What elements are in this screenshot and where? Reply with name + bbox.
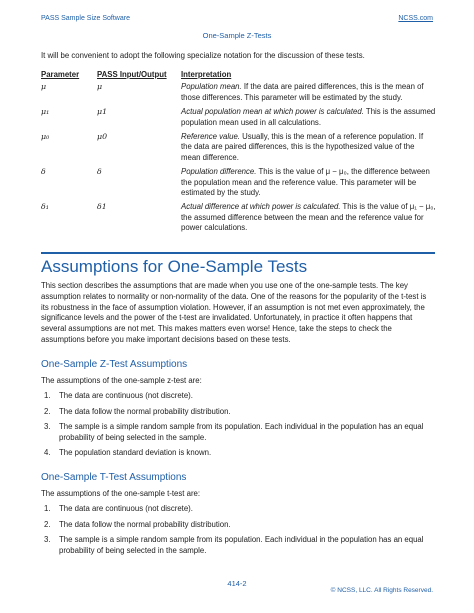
list-item: 3. The sample is a simple random sample from its population. Each individual in the population has an equal probability of being selected in the sample.	[44, 535, 424, 555]
header-software-name: PASS Sample Size Software	[41, 15, 130, 22]
list-item: 1. The data are continuous (not discrete).	[44, 504, 193, 513]
header-pass-io: PASS Input/Output	[97, 70, 167, 79]
parameter-interpretation: Reference value. Usually, this is the mean of a reference population. If the data are paired differences, this is the hypothesized value of the mean difference.	[181, 132, 424, 162]
header-parameter: Parameter	[41, 70, 80, 79]
header-website-link[interactable]: NCSS.com	[398, 15, 433, 22]
list-item: 2. The data follow the normal probability distribution.	[44, 406, 231, 416]
parameter-interpretation: Population difference. This is the value of μ − μ₀, the difference between the population mean and the reference value. This parameter will be estimated by the study.	[181, 167, 430, 198]
page-number: 414-2	[227, 579, 247, 588]
parameter-row	[41, 132, 436, 163]
parameter-row	[41, 202, 436, 233]
z-test-lead: The assumptions of the one-sample z-test are:	[41, 376, 202, 385]
list-item: 2. The data follow the normal probability distribution.	[44, 519, 231, 529]
header-interpretation: Interpretation	[181, 70, 232, 79]
parameter-symbol: μ	[41, 82, 47, 92]
parameter-symbol: δ	[41, 167, 46, 177]
intro-text: It will be convenient to adopt the following specialize notation for the discussion of these tests.	[41, 51, 365, 60]
z-test-heading: One-Sample Z-Test Assumptions	[41, 359, 188, 370]
parameter-row	[41, 167, 436, 198]
t-test-heading: One-Sample T-Test Assumptions	[41, 472, 187, 483]
parameter-table-header	[41, 70, 436, 80]
list-item: 4. The population standard deviation is known.	[44, 448, 212, 458]
z-test-assumption-list	[41, 391, 435, 464]
t-test-lead: The assumptions of the one-sample t-test are:	[41, 489, 201, 498]
section-paragraph: This section describes the assumptions that are made when you use one of the one-sample tests. The key assumption relates to normality or non-normality of the data. One of the reasons for the popularity of the t-test is its robustness in the face of assumption violation. However, if an assumption is not met even approximately, the significance levels and the power of the t-test are invalidated. Unfortunately, in practice it often happens that several assumptions are not met. This makes matters even worse! Hence, take the steps to check the assumptions before you make important decisions based on these tests.	[41, 281, 427, 344]
parameter-io: μ1	[97, 107, 108, 117]
parameter-io: δ	[97, 167, 102, 177]
parameter-io: μ	[97, 82, 103, 92]
list-item: 3. The sample is a simple random sample from its population. Each individual in the population has an equal probability of being selected in the sample.	[44, 422, 424, 442]
parameter-interpretation: Population mean. If the data are paired differences, this is the mean of those differences. This parameter will be estimated by the study.	[181, 82, 424, 102]
copyright-notice: © NCSS, LLC. All Rights Reserved.	[330, 587, 433, 594]
list-item: 1. The data are continuous (not discrete).	[44, 391, 193, 400]
header-chapter-title: One-Sample Z-Tests	[202, 31, 272, 40]
parameter-symbol: μ₀	[41, 132, 50, 142]
parameter-symbol: δ₁	[41, 202, 49, 212]
t-test-assumption-list	[41, 504, 435, 561]
parameter-interpretation: Actual difference at which power is calculated. This is the value of μ₁ − μ₀, the assumed difference between the mean and the reference value for power calculations.	[181, 202, 436, 233]
parameter-interpretation: Actual population mean at which power is calculated. This is the assumed population mean used in all calculations.	[181, 107, 436, 127]
parameter-row	[41, 82, 436, 103]
parameter-io: δ1	[97, 202, 107, 212]
section-heading: Assumptions for One-Sample Tests	[41, 257, 308, 276]
parameter-symbol: μ₁	[41, 107, 50, 117]
section-divider	[41, 252, 435, 254]
parameter-io: μ0	[97, 132, 108, 142]
parameter-row	[41, 107, 436, 128]
parameter-table	[41, 70, 436, 238]
